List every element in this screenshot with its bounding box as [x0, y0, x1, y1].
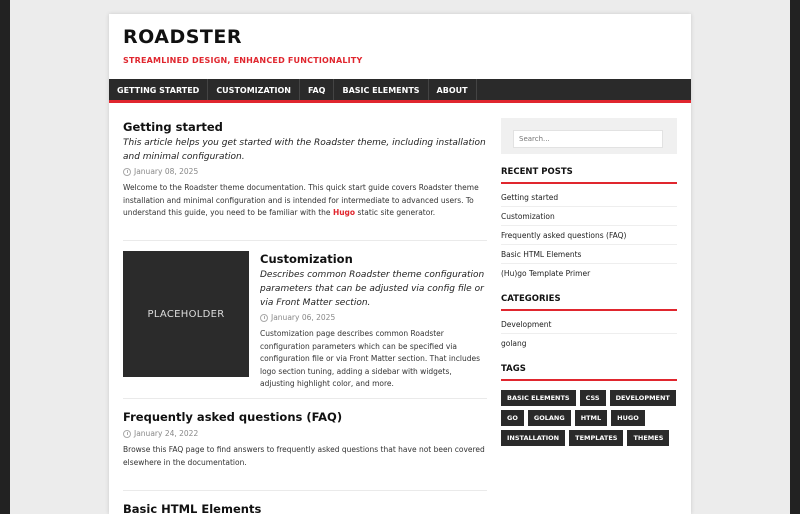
post-summary: Describes common Roadster theme configuration parameters that can be adjusted via config file or via Front Matter section. [260, 270, 485, 308]
page [109, 14, 691, 514]
post-separator [123, 490, 487, 491]
category-link[interactable]: Development [501, 315, 677, 334]
tag-html[interactable]: HTML [575, 410, 607, 426]
thumbnail-placeholder-label: PLACEHOLDER [147, 308, 225, 320]
nav-item-basic-elements[interactable]: BASIC ELEMENTS [334, 79, 428, 100]
post-excerpt: Customization page describes common Roadster configuration parameters which can be specified via configuration file or via Front Matter section. That includes logo section tuning, adding a sidebar with widgets, adjusting highlight color, and more. [260, 329, 480, 388]
search-widget [501, 118, 677, 154]
post-excerpt [123, 182, 487, 220]
post-separator [123, 398, 487, 399]
site-tagline: STREAMLINED DESIGN, ENHANCED FUNCTIONALITY [123, 56, 363, 65]
tag-hugo[interactable]: HUGO [611, 410, 645, 426]
post-customization [260, 252, 488, 391]
tag-cloud [501, 390, 677, 446]
tag-golang[interactable]: GOLANG [528, 410, 571, 426]
site-title[interactable]: ROADSTER [123, 26, 243, 48]
post-date-text: January 24, 2022 [134, 429, 199, 438]
post-getting-started [123, 120, 487, 220]
post-title[interactable]: Getting started [123, 120, 223, 134]
nav-item-about[interactable]: ABOUT [429, 79, 477, 100]
categories-title: CATEGORIES [501, 294, 677, 311]
post-date [260, 313, 488, 322]
post-excerpt: Browse this FAQ page to find answers to frequently asked questions that have not been covered elsewhere in the documentation. [123, 445, 485, 467]
post-basic-html [123, 502, 487, 514]
sidebar [501, 118, 677, 446]
category-link[interactable]: golang [501, 339, 527, 348]
post-date [123, 429, 487, 438]
post-thumbnail[interactable] [123, 251, 249, 377]
recent-post-link[interactable]: (Hu)go Template Primer [501, 269, 591, 278]
hugo-link[interactable]: Hugo [332, 208, 356, 217]
post-title[interactable]: Frequently asked questions (FAQ) [123, 410, 343, 424]
nav-item-faq[interactable]: FAQ [300, 79, 335, 100]
tag-themes[interactable]: THEMES [627, 430, 669, 446]
clock-icon [260, 314, 268, 322]
tag-go[interactable]: GO [501, 410, 524, 426]
recent-post-link[interactable]: Frequently asked questions (FAQ) [501, 226, 677, 245]
nav-item-getting-started[interactable]: GETTING STARTED [109, 79, 208, 100]
post-excerpt-text-end: static site generator. [355, 208, 436, 217]
recent-posts-list [501, 188, 677, 282]
tags-title: TAGS [501, 364, 677, 381]
recent-post-link[interactable]: Customization [501, 207, 677, 226]
post-excerpt-text: Welcome to the Roadster theme documentation. This quick start guide covers Roadster theme installation and minimal configuration and is intended for intermediate to advanced users. To understand this guide, you need to be familiar with the [123, 183, 479, 217]
tag-templates[interactable]: TEMPLATES [569, 430, 623, 446]
post-faq [123, 410, 487, 469]
clock-icon [123, 430, 131, 438]
clock-icon [123, 168, 131, 176]
nav-item-customization[interactable]: CUSTOMIZATION [208, 79, 300, 100]
post-date-text: January 08, 2025 [134, 167, 199, 176]
post-separator [123, 240, 487, 241]
categories-list [501, 315, 677, 352]
categories-widget [501, 294, 677, 352]
recent-post-link[interactable]: Getting started [501, 188, 677, 207]
site-logo[interactable] [123, 26, 362, 65]
post-date-text: January 06, 2025 [271, 313, 336, 322]
post-date [123, 167, 487, 176]
search-input[interactable] [513, 130, 663, 148]
tag-installation[interactable]: INSTALLATION [501, 430, 565, 446]
recent-posts-title: RECENT POSTS [501, 167, 677, 184]
window-frame-left [0, 0, 10, 514]
tag-development[interactable]: DEVELOPMENT [610, 390, 676, 406]
window-frame-right [790, 0, 800, 514]
recent-post-link[interactable]: Basic HTML Elements [501, 245, 677, 264]
tags-widget [501, 364, 677, 446]
post-title[interactable]: Basic HTML Elements [123, 502, 262, 514]
post-title[interactable]: Customization [260, 252, 353, 266]
post-summary: This article helps you get started with the Roadster theme, including installation and minimal configuration. [123, 138, 486, 162]
recent-posts-widget [501, 167, 677, 282]
tag-basic-elements[interactable]: BASIC ELEMENTS [501, 390, 576, 406]
tag-css[interactable]: CSS [580, 390, 606, 406]
main-nav [109, 79, 691, 103]
